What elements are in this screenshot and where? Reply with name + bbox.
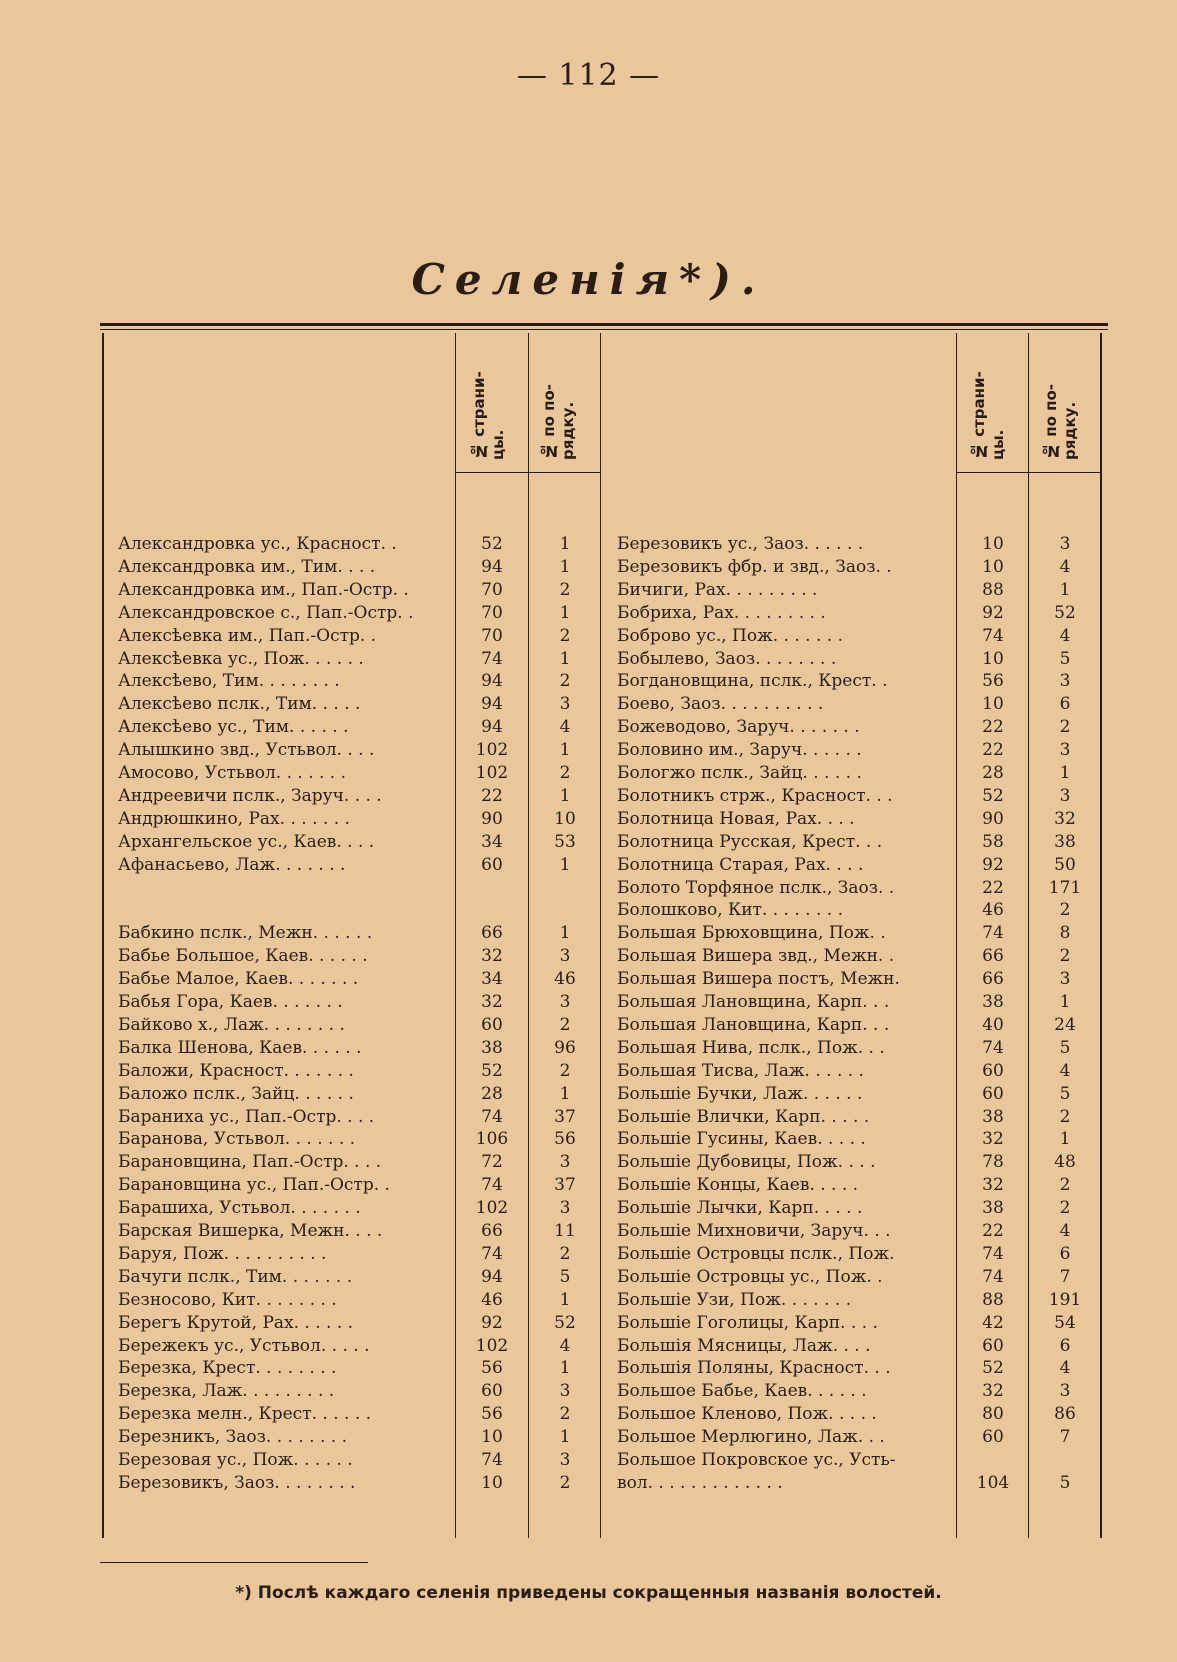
page-number-cell: 74 (481, 1450, 503, 1470)
page-number-cell: 102 (475, 1198, 509, 1219)
settlement-name: Большіе Гоголицы, Карп. . . . (617, 1312, 878, 1333)
table-row (0, 1357, 1177, 1380)
right-header-rule (956, 472, 1100, 473)
order-number-cell: 3 (1059, 740, 1071, 761)
page-number-cell: 106 (475, 1129, 509, 1150)
order-number-cell: 5 (1059, 1472, 1071, 1493)
table-row (0, 1289, 1177, 1312)
settlement-name: Александровка им., Тим. . . . (118, 556, 376, 577)
order-number-cell: 24 (1054, 1014, 1076, 1035)
table-row (0, 877, 1177, 900)
table-row (0, 854, 1177, 877)
page-number-cell: 34 (481, 969, 503, 990)
settlement-name: Бережекъ ус., Устьвол. . . . . (118, 1335, 370, 1356)
settlement-name: Алышкино звд., Устьвол. . . . (118, 740, 375, 761)
page-number-cell: 90 (481, 808, 503, 829)
page-number: — 112 — (516, 58, 661, 93)
page-number-cell: 74 (481, 648, 503, 669)
settlement-name: Большіе Лычки, Карп. . . . . (617, 1198, 863, 1219)
settlement-name: Болото Торфяное пслк., Заоз. . (617, 877, 895, 898)
order-number-cell: 52 (1054, 602, 1076, 623)
page-number-cell: 66 (982, 969, 1004, 990)
settlement-name: Архангельское ус., Каев. . . . (118, 831, 375, 852)
settlement-name: Болотница Русская, Крест. . . (617, 831, 883, 852)
settlement-name: Березникъ, Заоз. . . . . . . . (118, 1427, 347, 1448)
settlement-name: Алексѣевка ус., Пож. . . . . . (118, 648, 364, 669)
order-number-cell: 3 (559, 1198, 571, 1219)
settlement-name: Большая Лановщина, Карп. . . (617, 1014, 890, 1035)
settlement-name: Березовикъ, Заоз. . . . . . . . (118, 1472, 356, 1493)
order-number-cell: 96 (554, 1037, 576, 1058)
order-number-cell: 2 (559, 1014, 571, 1035)
settlement-name: Балка Шенова, Каев. . . . . . (118, 1037, 362, 1058)
settlement-name: Бабья Гора, Каев. . . . . . . (118, 992, 343, 1012)
order-number-cell: 6 (1059, 694, 1071, 715)
settlement-name: Большіе Дубовицы, Пож. . . . (617, 1152, 876, 1173)
settlement-name: Берегъ Крутой, Рах. . . . . . (118, 1312, 354, 1333)
table-row (0, 1106, 1177, 1129)
table-row (0, 648, 1177, 671)
order-number-cell: 1 (1059, 992, 1071, 1012)
settlement-name: Березовая ус., Пож. . . . . . (118, 1450, 353, 1470)
settlement-name: Алексѣевка им., Пап.-Остр. . (118, 625, 377, 646)
order-number-cell: 1 (559, 1083, 571, 1104)
table-row (0, 922, 1177, 945)
page-number-cell: 32 (481, 946, 503, 967)
left-header-rule (455, 472, 600, 473)
page-number-cell: 88 (982, 1289, 1004, 1310)
settlement-name: Березовикъ фбр. и звд., Заоз. . (617, 556, 892, 577)
settlement-name: Большая Вишера постъ, Межн. (617, 969, 900, 990)
left-page-column-header: № страни-цы. (470, 371, 507, 460)
order-number-cell: 5 (1059, 1037, 1071, 1058)
settlement-name: Баруя, Пож. . . . . . . . . . (118, 1243, 327, 1264)
settlement-name: Барская Вишерка, Межн. . . . (118, 1221, 383, 1241)
settlement-name: вол. . . . . . . . . . . . . (617, 1472, 783, 1493)
order-number-cell: 52 (554, 1312, 576, 1333)
order-number-cell: 2 (1059, 900, 1071, 921)
page-number-cell: 10 (982, 534, 1004, 554)
page-number-cell: 32 (982, 1175, 1004, 1196)
order-number-cell: 2 (1059, 946, 1071, 967)
order-number-cell: 2 (559, 671, 571, 692)
page-number-cell: 70 (481, 625, 503, 646)
table-row (0, 1403, 1177, 1426)
order-number-cell: 2 (559, 1060, 571, 1081)
settlement-name: Боево, Заоз. . . . . . . . . . (617, 694, 824, 715)
settlement-name: Большіе Бучки, Лаж. . . . . . (617, 1083, 863, 1104)
order-number-cell: 4 (1059, 1060, 1071, 1081)
order-number-cell: 3 (1059, 969, 1071, 990)
section-title: Селенія*). (411, 255, 766, 304)
order-number-cell: 2 (1059, 717, 1071, 738)
order-number-cell: 54 (1054, 1312, 1076, 1333)
page-number-cell: 52 (481, 1060, 503, 1081)
settlement-name: Александровка им., Пап.-Остр. . (118, 579, 409, 600)
page-number-cell: 60 (481, 1014, 503, 1035)
table-row (0, 1380, 1177, 1403)
order-number-cell: 56 (554, 1129, 576, 1150)
settlement-name: Байково х., Лаж. . . . . . . . (118, 1014, 345, 1035)
table-row (0, 1335, 1177, 1358)
order-number-cell: 6 (1059, 1243, 1071, 1264)
settlement-name: Большіе Гусины, Каев. . . . . (617, 1129, 866, 1150)
page-number-cell: 74 (982, 1243, 1004, 1264)
settlement-name: Андреевичи пслк., Заруч. . . . (118, 785, 382, 806)
settlement-name: Болотница Новая, Рах. . . . (617, 808, 855, 829)
order-number-cell: 5 (1059, 648, 1071, 669)
settlement-name: Большое Кленово, Пож. . . . . (617, 1404, 877, 1425)
table-row (0, 579, 1177, 602)
page-number-cell: 52 (982, 1358, 1004, 1379)
page-number-cell: 38 (982, 1106, 1004, 1127)
table-row (0, 533, 1177, 556)
page-number-cell: 94 (481, 556, 503, 577)
order-number-cell: 2 (559, 1472, 571, 1493)
page-number-cell: 70 (481, 579, 503, 600)
order-number-cell: 3 (559, 1450, 571, 1470)
settlement-name: Бабье Малое, Каев. . . . . . . (118, 969, 359, 990)
table-top-rule (100, 323, 1108, 326)
page-number-cell: 32 (481, 992, 503, 1012)
order-number-cell: 10 (554, 808, 576, 829)
settlement-name: Бологжо пслк., Зайц. . . . . . (617, 763, 862, 783)
settlement-name: Болотница Старая, Рах. . . . (617, 854, 864, 875)
order-number-cell: 2 (559, 1243, 571, 1264)
order-number-cell: 2 (559, 763, 571, 783)
order-number-cell: 3 (559, 1152, 571, 1173)
settlement-name: Большое Бабье, Каев. . . . . . (617, 1381, 867, 1402)
order-number-cell: 3 (559, 992, 571, 1012)
page-number-cell: 10 (982, 648, 1004, 669)
settlement-name: Барашиха, Устьвол. . . . . . . (118, 1198, 361, 1219)
order-number-cell: 2 (1059, 1198, 1071, 1219)
order-number-cell: 1 (1059, 763, 1071, 783)
order-number-cell: 46 (554, 969, 576, 990)
order-number-cell: 2 (559, 579, 571, 600)
settlement-name: Баранова, Устьвол. . . . . . . (118, 1129, 356, 1150)
settlement-name: Александровское с., Пап.-Остр. . (118, 602, 414, 623)
settlement-name: Большое Мерлюгино, Лаж. . . (617, 1427, 885, 1448)
page-number-cell: 10 (982, 694, 1004, 715)
table-row (0, 762, 1177, 785)
settlement-name: Афанасьево, Лаж. . . . . . . (118, 854, 346, 875)
settlement-name: Бобриха, Рах. . . . . . . . . (617, 602, 826, 623)
settlement-name: Барановщина ус., Пап.-Остр. . (118, 1175, 390, 1196)
settlement-name: Бобылево, Заоз. . . . . . . . (617, 648, 837, 669)
page-number-cell: 22 (982, 740, 1004, 761)
page-number-cell: 102 (475, 740, 509, 761)
table-row (0, 785, 1177, 808)
footnote-rule (100, 1562, 368, 1563)
page-number-cell: 38 (982, 992, 1004, 1012)
page-number-cell: 90 (982, 808, 1004, 829)
order-number-cell: 3 (1059, 1381, 1071, 1402)
settlement-name: Андрюшкино, Рах. . . . . . . (118, 808, 350, 829)
settlement-name: Большіе Островцы ус., Пож. . (617, 1266, 883, 1287)
table-row (0, 670, 1177, 693)
settlement-name: Болотникъ стрж., Красност. . . (617, 785, 893, 806)
order-number-cell: 1 (559, 923, 571, 944)
page-number-cell: 46 (481, 1289, 503, 1310)
table-row (0, 1220, 1177, 1243)
order-number-cell: 1 (559, 1427, 571, 1448)
order-number-cell: 4 (1059, 1221, 1071, 1241)
table-row (0, 1151, 1177, 1174)
page-number-cell: 22 (982, 877, 1004, 898)
page-number-cell: 92 (982, 854, 1004, 875)
settlement-name: Барановщина, Пап.-Остр. . . . (118, 1152, 382, 1173)
table-row (0, 1426, 1177, 1449)
page-number-cell: 74 (982, 625, 1004, 646)
order-number-cell: 8 (1059, 923, 1071, 944)
order-number-cell: 7 (1059, 1427, 1071, 1448)
table-row (0, 831, 1177, 854)
page-number-cell: 74 (982, 1266, 1004, 1287)
settlement-name: Бараниха ус., Пап.-Остр. . . . (118, 1106, 375, 1127)
page-number-cell: 42 (982, 1312, 1004, 1333)
settlement-name: Амосово, Устьвол. . . . . . . (118, 763, 347, 783)
settlement-name: Богдановщина, пслк., Крест. . (617, 671, 888, 692)
page-number-cell: 56 (982, 671, 1004, 692)
page-number-cell: 52 (982, 785, 1004, 806)
settlement-name: Большіе Михновичи, Заруч. . . (617, 1221, 891, 1241)
table-row (0, 1197, 1177, 1220)
order-number-cell: 191 (1048, 1289, 1082, 1310)
order-number-cell: 3 (1059, 534, 1071, 554)
page-number-cell: 40 (982, 1014, 1004, 1035)
page-number-cell: 60 (982, 1060, 1004, 1081)
table-row (0, 968, 1177, 991)
settlement-name: Большіе Концы, Каев. . . . . (617, 1175, 859, 1196)
order-number-cell: 6 (1059, 1335, 1071, 1356)
table-row (0, 739, 1177, 762)
page-number-cell: 92 (481, 1312, 503, 1333)
settlement-name: Большая Тисва, Лаж. . . . . . (617, 1060, 864, 1081)
page-number-cell: 60 (481, 1381, 503, 1402)
page-number-cell: 10 (481, 1472, 503, 1493)
page-number-cell: 94 (481, 717, 503, 738)
table-row (0, 1312, 1177, 1335)
table-row (0, 1083, 1177, 1106)
page-number-cell: 32 (982, 1129, 1004, 1150)
table-row (0, 1266, 1177, 1289)
page-number-cell: 60 (982, 1427, 1004, 1448)
settlement-name: Березка мелн., Крест. . . . . . (118, 1404, 372, 1425)
order-number-cell: 37 (554, 1175, 576, 1196)
order-number-cell: 2 (1059, 1106, 1071, 1127)
settlement-name: Алексѣево, Тим. . . . . . . . (118, 671, 340, 692)
table-row (0, 1472, 1177, 1495)
page-number-cell: 66 (982, 946, 1004, 967)
left-order-column-header: № по по-рядку. (540, 383, 577, 460)
order-number-cell: 38 (1054, 831, 1076, 852)
page-number-cell: 104 (976, 1472, 1010, 1493)
order-number-cell: 1 (559, 648, 571, 669)
page-number-cell: 46 (982, 900, 1004, 921)
page-number-cell: 74 (481, 1175, 503, 1196)
order-number-cell: 48 (1054, 1152, 1076, 1173)
table-row (0, 1243, 1177, 1266)
table-row (0, 808, 1177, 831)
page-number-cell: 78 (982, 1152, 1004, 1173)
page-number-cell: 70 (481, 602, 503, 623)
settlement-name: Березка, Лаж. . . . . . . . . (118, 1381, 335, 1402)
page-number-cell: 102 (475, 1335, 509, 1356)
page-number-cell: 80 (982, 1404, 1004, 1425)
settlement-name: Большая Нива, пслк., Пож. . . (617, 1037, 885, 1058)
settlement-name: Большая Брюховщина, Пож. . (617, 923, 886, 944)
page-number-cell: 22 (982, 717, 1004, 738)
right-page-column-header: № страни-цы. (970, 371, 1007, 460)
order-number-cell: 1 (1059, 579, 1071, 600)
order-number-cell: 53 (554, 831, 576, 852)
order-number-cell: 2 (559, 625, 571, 646)
order-number-cell: 7 (1059, 1266, 1071, 1287)
table-row (0, 1060, 1177, 1083)
order-number-cell: 2 (1059, 1175, 1071, 1196)
settlement-name: Большія Поляны, Красност. . . (617, 1358, 891, 1379)
page-number-cell: 74 (481, 1243, 503, 1264)
order-number-cell: 11 (554, 1221, 576, 1241)
table-top-rule-thin (100, 329, 1108, 330)
order-number-cell: 4 (559, 1335, 571, 1356)
table-row (0, 625, 1177, 648)
order-number-cell: 3 (1059, 671, 1071, 692)
table-row (0, 556, 1177, 579)
settlement-name: Большіе Островцы пслк., Пож. (617, 1243, 895, 1264)
settlement-name: Безносово, Кит. . . . . . . . (118, 1289, 337, 1310)
order-number-cell: 1 (559, 534, 571, 554)
settlement-name: Березовикъ ус., Заоз. . . . . . (617, 534, 864, 554)
page-number-cell: 92 (982, 602, 1004, 623)
settlement-name: Боловино им., Заруч. . . . . . (617, 740, 862, 761)
page-number-cell: 74 (982, 1037, 1004, 1058)
order-number-cell: 5 (1059, 1083, 1071, 1104)
order-number-cell: 1 (559, 556, 571, 577)
order-number-cell: 2 (559, 1404, 571, 1425)
order-number-cell: 3 (559, 1381, 571, 1402)
order-number-cell: 1 (559, 854, 571, 875)
page-number-cell: 38 (481, 1037, 503, 1058)
settlement-name: Большіе Узи, Пож. . . . . . . (617, 1289, 852, 1310)
table-row (0, 945, 1177, 968)
page-number-cell: 74 (982, 923, 1004, 944)
settlement-name: Большая Вишера звд., Межн. . (617, 946, 895, 967)
order-number-cell: 3 (559, 946, 571, 967)
page-number-cell: 60 (982, 1083, 1004, 1104)
page-number-cell: 74 (481, 1106, 503, 1127)
table-row (0, 991, 1177, 1014)
order-number-cell: 1 (1059, 1129, 1071, 1150)
settlement-name: Алексѣево ус., Тим. . . . . . (118, 717, 349, 738)
page-number-cell: 94 (481, 694, 503, 715)
page-number-cell: 94 (481, 1266, 503, 1287)
order-number-cell: 3 (1059, 785, 1071, 806)
page-number-cell: 60 (982, 1335, 1004, 1356)
table-row (0, 693, 1177, 716)
table-row (0, 716, 1177, 739)
order-number-cell: 32 (1054, 808, 1076, 829)
settlement-name: Большіе Влички, Карп. . . . . (617, 1106, 870, 1127)
page-number-cell: 66 (481, 1221, 503, 1241)
settlement-name: Бачуги пслк., Тим. . . . . . . (118, 1266, 353, 1287)
table-row (0, 1128, 1177, 1151)
page-number-cell: 28 (982, 763, 1004, 783)
page-number-cell: 72 (481, 1152, 503, 1173)
page-number-cell: 32 (982, 1381, 1004, 1402)
settlement-name: Большое Покровское ус., Усть- (617, 1450, 896, 1470)
settlement-name: Болошково, Кит. . . . . . . . (617, 900, 843, 921)
settlement-name: Большая Лановщина, Карп. . . (617, 992, 890, 1012)
table-row (0, 1014, 1177, 1037)
page-number-cell: 56 (481, 1404, 503, 1425)
page-number-cell: 34 (481, 831, 503, 852)
page-number-cell: 56 (481, 1358, 503, 1379)
order-number-cell: 1 (559, 785, 571, 806)
table-row (0, 1037, 1177, 1060)
order-number-cell: 4 (1059, 625, 1071, 646)
order-number-cell: 4 (1059, 556, 1071, 577)
page-number-cell: 94 (481, 671, 503, 692)
right-order-column-header: № по по-рядку. (1042, 383, 1079, 460)
page-number-cell: 58 (982, 831, 1004, 852)
order-number-cell: 4 (1059, 1358, 1071, 1379)
settlement-name: Божеводово, Заруч. . . . . . . (617, 717, 860, 738)
page-number-cell: 38 (982, 1198, 1004, 1219)
page-number-cell: 28 (481, 1083, 503, 1104)
order-number-cell: 5 (559, 1266, 571, 1287)
settlement-name: Большія Мясницы, Лаж. . . . (617, 1335, 871, 1356)
settlement-name: Бичиги, Рах. . . . . . . . . (617, 579, 818, 600)
table-row (0, 1174, 1177, 1197)
settlement-name: Александровка ус., Красност. . (118, 534, 397, 554)
order-number-cell: 50 (1054, 854, 1076, 875)
order-number-cell: 4 (559, 717, 571, 738)
settlement-name: Боброво ус., Пож. . . . . . . (617, 625, 843, 646)
table-row (0, 602, 1177, 625)
page-number-cell: 60 (481, 854, 503, 875)
settlement-name: Бабкино пслк., Межн. . . . . . (118, 923, 373, 944)
page-number-cell: 10 (481, 1427, 503, 1448)
order-number-cell: 1 (559, 740, 571, 761)
page-number-cell: 22 (982, 1221, 1004, 1241)
settlement-name: Бабье Большое, Каев. . . . . . (118, 946, 368, 967)
settlement-name: Березка, Крест. . . . . . . . (118, 1358, 337, 1379)
page-number-cell: 10 (982, 556, 1004, 577)
order-number-cell: 3 (559, 694, 571, 715)
settlement-name: Баложи, Красност. . . . . . . (118, 1060, 354, 1081)
page-number-cell: 22 (481, 785, 503, 806)
settlement-name: Баложо пслк., Зайц. . . . . . (118, 1083, 354, 1104)
page-number-cell: 66 (481, 923, 503, 944)
order-number-cell: 1 (559, 1289, 571, 1310)
order-number-cell: 171 (1048, 877, 1082, 898)
page-number-cell: 102 (475, 763, 509, 783)
order-number-cell: 86 (1054, 1404, 1076, 1425)
order-number-cell: 1 (559, 1358, 571, 1379)
order-number-cell: 1 (559, 602, 571, 623)
page-number-cell: 52 (481, 534, 503, 554)
settlement-name: Алексѣево пслк., Тим. . . . . (118, 694, 361, 715)
page-number-cell: 88 (982, 579, 1004, 600)
footnote: *) Послѣ каждаго селенія приведены сокращенныя названія волостей. (235, 1583, 942, 1603)
order-number-cell: 37 (554, 1106, 576, 1127)
table-row (0, 1449, 1177, 1472)
table-row (0, 899, 1177, 922)
